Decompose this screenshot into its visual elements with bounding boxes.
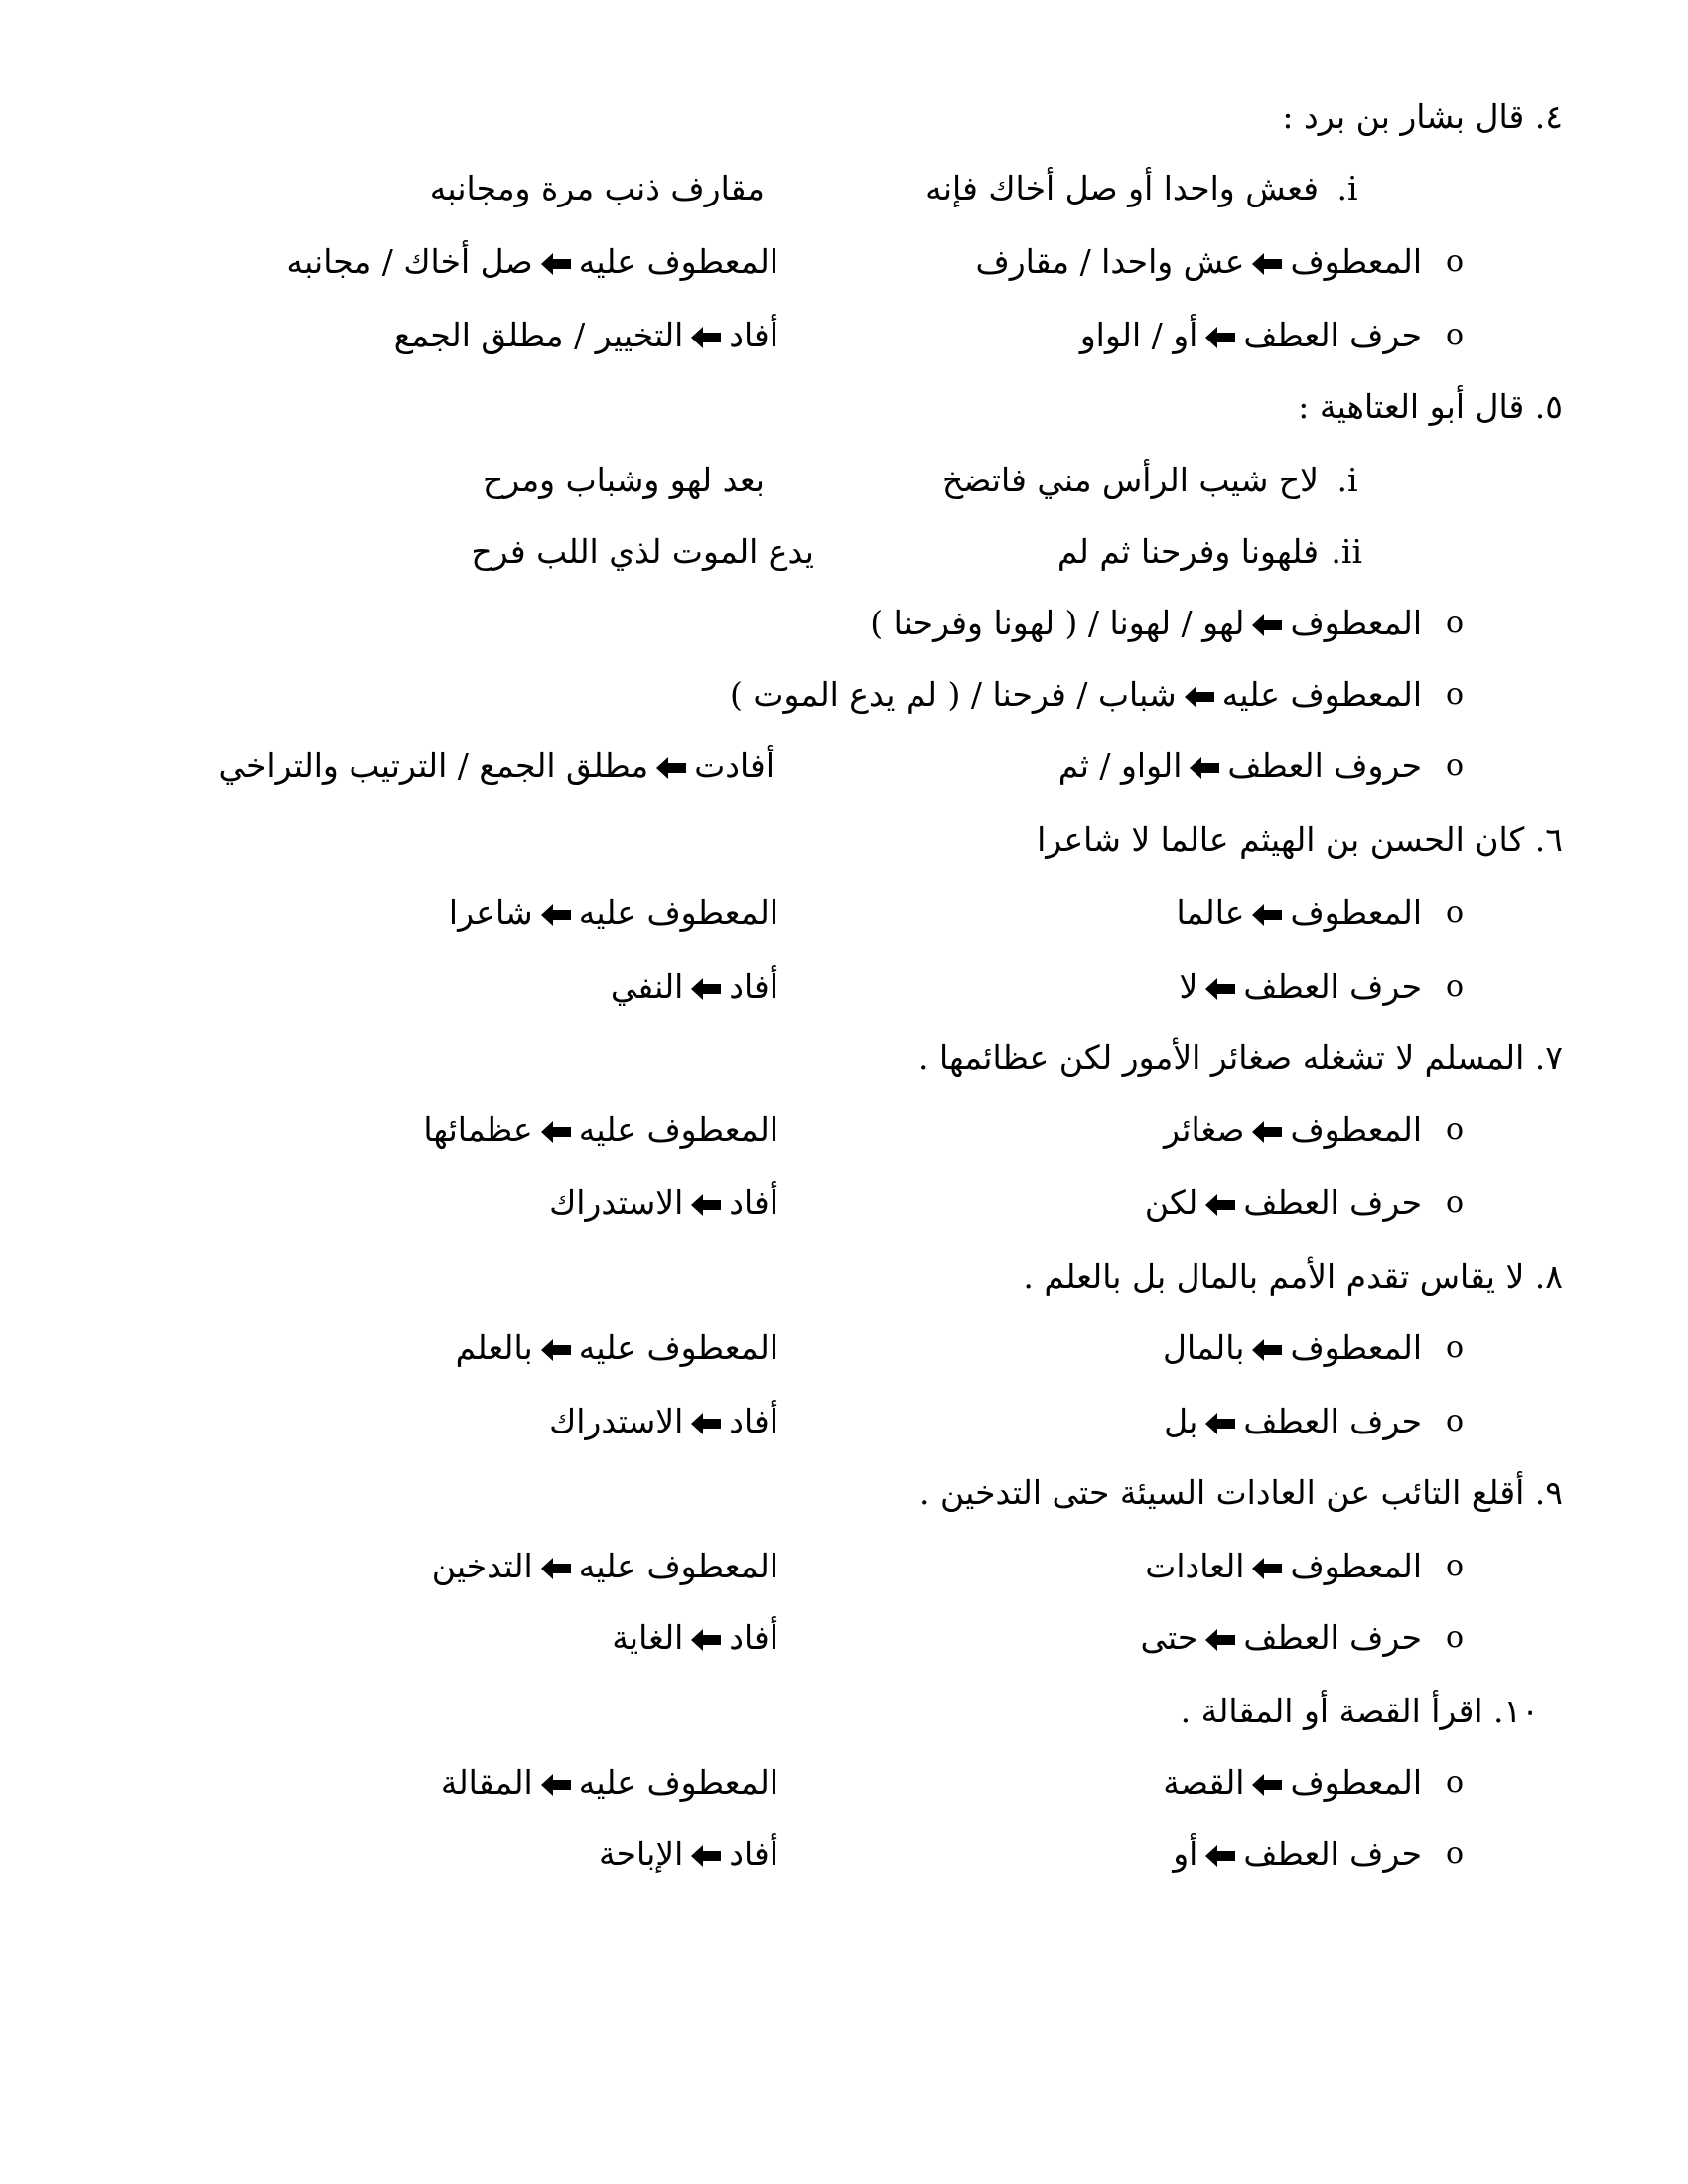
- answer-value: حتى: [1140, 1618, 1198, 1657]
- question-6-heading: [0, 812, 1688, 868]
- verse-second-hemistich: بعد لهو وشباب ومرح: [483, 461, 765, 499]
- answer-value: بالمال: [1163, 1328, 1245, 1367]
- answer-label: المعطوف: [1290, 1328, 1422, 1367]
- answer-value: الإباحة: [598, 1835, 684, 1873]
- question-7-heading: [0, 1030, 1688, 1086]
- answer-left-cell: [1145, 1175, 1422, 1231]
- answer-label: المعطوف: [1290, 1763, 1422, 1802]
- answer-value: شاعرا: [448, 893, 533, 932]
- answer-value: المقالة: [440, 1763, 533, 1802]
- arrow-icon: [1250, 903, 1284, 927]
- answer-value: مطلق الجمع / الترتيب والتراخي: [218, 747, 649, 785]
- answer-value: أو: [1173, 1835, 1198, 1873]
- arrow-icon: [539, 1557, 573, 1580]
- question-7-row-1: [0, 1102, 1688, 1158]
- answer-right-cell: [449, 886, 778, 941]
- bullet-icon: o: [1445, 1330, 1465, 1365]
- arrow-icon: [1250, 1557, 1284, 1580]
- answer-value: شباب / فرحنا / ( لم يدع الموت ): [730, 675, 1177, 714]
- verse-first-hemistich: فعش واحدا أو صل أخاك فإنه: [925, 169, 1319, 207]
- bullet-icon: o: [1445, 1549, 1465, 1583]
- answer-right-cell: [432, 1539, 778, 1594]
- answer-left-cell: [1164, 1394, 1422, 1449]
- answer-right-cell: [456, 1320, 778, 1376]
- question-5-verse-2: [0, 524, 1688, 580]
- answer-left-cell: [870, 596, 1422, 651]
- answer-label: المعطوف عليه: [578, 1763, 778, 1802]
- answer-label: أفاد: [729, 1835, 778, 1873]
- arrow-icon: [539, 252, 573, 276]
- answer-label: حرف العطف: [1243, 1835, 1422, 1873]
- verse-marker: ii.: [1331, 532, 1362, 571]
- answer-value: العادات: [1145, 1547, 1245, 1585]
- answer-left-cell: [1058, 739, 1422, 794]
- arrow-icon: [1203, 1628, 1237, 1652]
- question-7-text: ٧. المسلم لا تشغله صغائر الأمور لكن عظائمها .: [917, 1038, 1563, 1077]
- verse-first-hemistich: لاح شيب الرأس مني فاتضخ: [941, 461, 1319, 499]
- answer-value: الغاية: [612, 1618, 684, 1657]
- verse-marker: i.: [1336, 169, 1358, 207]
- arrow-icon: [1203, 1412, 1237, 1435]
- answer-right-cell: [441, 1755, 778, 1811]
- arrow-icon: [689, 1628, 723, 1652]
- answer-value: التدخين: [431, 1547, 533, 1585]
- arrow-icon: [1203, 326, 1237, 349]
- answer-label: المعطوف: [1290, 1547, 1422, 1585]
- bullet-icon: o: [1445, 749, 1465, 783]
- answer-label: أفاد: [729, 1402, 778, 1440]
- answer-value: لهو / لهونا / ( لهونا وفرحنا ): [870, 604, 1245, 642]
- answer-label: أفاد: [729, 1618, 778, 1657]
- answer-left-cell: [1140, 1610, 1422, 1666]
- answer-label: المعطوف: [1290, 893, 1422, 932]
- answer-right-cell: [286, 234, 778, 290]
- answer-right-cell: [394, 308, 778, 363]
- question-10-row-1: [0, 1755, 1688, 1811]
- question-4-text: ٤. قال بشار بن برد :: [1282, 97, 1563, 136]
- arrow-icon: [689, 326, 723, 349]
- question-9-heading: [0, 1465, 1688, 1521]
- verse-second-hemistich: يدع الموت لذي اللب فرح: [471, 532, 814, 571]
- answer-label: أفاد: [729, 1183, 778, 1222]
- answer-value: الاستدراك: [549, 1402, 684, 1440]
- question-5-row-2: [0, 667, 1688, 723]
- answer-left-cell: [1173, 1827, 1422, 1882]
- answer-label: المعطوف: [1290, 1110, 1422, 1149]
- answer-label: المعطوف عليه: [578, 1328, 778, 1367]
- arrow-icon: [539, 1338, 573, 1362]
- arrow-icon: [689, 1844, 723, 1868]
- answer-label: المعطوف عليه: [578, 1110, 778, 1149]
- answer-value: صغائر: [1164, 1110, 1245, 1149]
- answer-value: عالما: [1176, 893, 1245, 932]
- answer-left-cell: [1163, 1320, 1422, 1376]
- answer-label: حرف العطف: [1243, 1183, 1422, 1222]
- arrow-icon: [1203, 1844, 1237, 1868]
- arrow-icon: [689, 1412, 723, 1435]
- answer-value: لا: [1179, 967, 1198, 1006]
- arrow-icon: [654, 756, 688, 780]
- answer-left-cell: [1177, 886, 1423, 941]
- answer-left-cell: [730, 667, 1422, 723]
- answer-value: النفي: [610, 967, 684, 1006]
- answer-left-cell: [1164, 1102, 1422, 1158]
- answer-label: أفاد: [729, 967, 778, 1006]
- answer-label: المعطوف عليه: [578, 242, 778, 281]
- arrow-icon: [1183, 685, 1216, 709]
- arrow-icon: [539, 1120, 573, 1144]
- arrow-icon: [539, 1773, 573, 1797]
- answer-value: بالعلم: [455, 1328, 533, 1367]
- answer-value: بل: [1164, 1402, 1198, 1440]
- question-6-row-1: [0, 886, 1688, 941]
- question-8-row-2: [0, 1394, 1688, 1449]
- arrow-icon: [1250, 1773, 1284, 1797]
- bullet-icon: o: [1445, 244, 1465, 279]
- answer-value: عظمائها: [423, 1110, 533, 1149]
- question-5-verse-1: [0, 453, 1688, 508]
- question-9-row-2: [0, 1610, 1688, 1666]
- question-4-row-2: [0, 308, 1688, 363]
- answer-left-cell: [1080, 308, 1422, 363]
- answer-right-cell: [423, 1102, 778, 1158]
- answer-right-cell: [611, 959, 778, 1015]
- answer-label: المعطوف: [1290, 242, 1422, 281]
- arrow-icon: [1203, 1193, 1237, 1217]
- question-5-text: ٥. قال أبو العتاهية :: [1298, 387, 1563, 426]
- answer-label: المعطوف: [1290, 604, 1422, 642]
- answer-label: حرف العطف: [1243, 967, 1422, 1006]
- answer-left-cell: [1163, 1755, 1422, 1811]
- answer-right-cell: [599, 1827, 778, 1882]
- verse-second-hemistich: مقارف ذنب مرة ومجانبه: [429, 169, 765, 207]
- answer-left-cell: [1145, 1539, 1422, 1594]
- answer-right-cell: [549, 1394, 778, 1449]
- answer-value: أو / الواو: [1079, 316, 1198, 354]
- bullet-icon: o: [1445, 1404, 1465, 1438]
- question-8-heading: [0, 1249, 1688, 1304]
- answer-value: الاستدراك: [549, 1183, 684, 1222]
- answer-value: لكن: [1144, 1183, 1198, 1222]
- answer-value: القصة: [1163, 1763, 1245, 1802]
- answer-label: حرف العطف: [1243, 316, 1422, 354]
- question-10-row-2: [0, 1827, 1688, 1882]
- question-4-heading: [0, 89, 1688, 145]
- answer-value: صل أخاك / مجانبه: [286, 242, 533, 281]
- answer-label: أفاد: [729, 316, 778, 354]
- answer-label: حرف العطف: [1243, 1402, 1422, 1440]
- answer-value: التخيير / مطلق الجمع: [393, 316, 684, 354]
- arrow-icon: [1250, 1120, 1284, 1144]
- bullet-icon: o: [1445, 1185, 1465, 1220]
- arrow-icon: [539, 903, 573, 927]
- question-8-text: ٨. لا يقاس تقدم الأمم بالمال بل بالعلم .: [1023, 1257, 1563, 1296]
- answer-label: أفادت: [694, 747, 774, 785]
- question-7-row-2: [0, 1175, 1688, 1231]
- question-5-heading: [0, 379, 1688, 435]
- verse-first-hemistich: فلهونا وفرحنا ثم لم: [1056, 532, 1319, 571]
- answer-label: حروف العطف: [1227, 747, 1422, 785]
- question-5-row-1: [0, 596, 1688, 651]
- bullet-icon: o: [1445, 318, 1465, 352]
- question-4-verse: [0, 161, 1688, 216]
- answer-left-cell: [976, 234, 1422, 290]
- arrow-icon: [1250, 252, 1284, 276]
- bullet-icon: o: [1445, 895, 1465, 930]
- answer-label: المعطوف عليه: [1221, 675, 1422, 714]
- arrow-icon: [1203, 977, 1237, 1001]
- question-10-text: ١٠. اقرأ القصة أو المقالة .: [1180, 1692, 1539, 1730]
- question-8-row-1: [0, 1320, 1688, 1376]
- answer-right-cell: [612, 1610, 778, 1666]
- arrow-icon: [1250, 614, 1284, 637]
- question-10-heading: [0, 1684, 1688, 1739]
- answer-right-cell: [218, 739, 774, 794]
- arrow-icon: [1188, 756, 1221, 780]
- answer-left-cell: [1179, 959, 1422, 1015]
- answer-right-cell: [549, 1175, 778, 1231]
- arrow-icon: [1250, 1338, 1284, 1362]
- question-4-row-1: [0, 234, 1688, 290]
- question-6-text: ٦. كان الحسن بن الهيثم عالما لا شاعرا: [1037, 820, 1563, 859]
- answer-label: المعطوف عليه: [578, 893, 778, 932]
- question-5-row-3: [0, 739, 1688, 794]
- bullet-icon: o: [1445, 606, 1465, 640]
- bullet-icon: o: [1445, 1620, 1465, 1655]
- question-9-text: ٩. أقلع التائب عن العادات السيئة حتى التدخين .: [919, 1473, 1563, 1512]
- answer-value: عش واحدا / مقارف: [975, 242, 1245, 281]
- arrow-icon: [689, 1193, 723, 1217]
- bullet-icon: o: [1445, 969, 1465, 1004]
- bullet-icon: o: [1445, 1765, 1465, 1800]
- answer-label: المعطوف عليه: [578, 1547, 778, 1585]
- question-6-row-2: [0, 959, 1688, 1015]
- bullet-icon: o: [1445, 677, 1465, 712]
- bullet-icon: o: [1445, 1112, 1465, 1147]
- arrow-icon: [689, 977, 723, 1001]
- answer-value: الواو / ثم: [1057, 747, 1183, 785]
- question-9-row-1: [0, 1539, 1688, 1594]
- bullet-icon: o: [1445, 1837, 1465, 1871]
- answer-label: حرف العطف: [1243, 1618, 1422, 1657]
- verse-marker: i.: [1336, 461, 1358, 499]
